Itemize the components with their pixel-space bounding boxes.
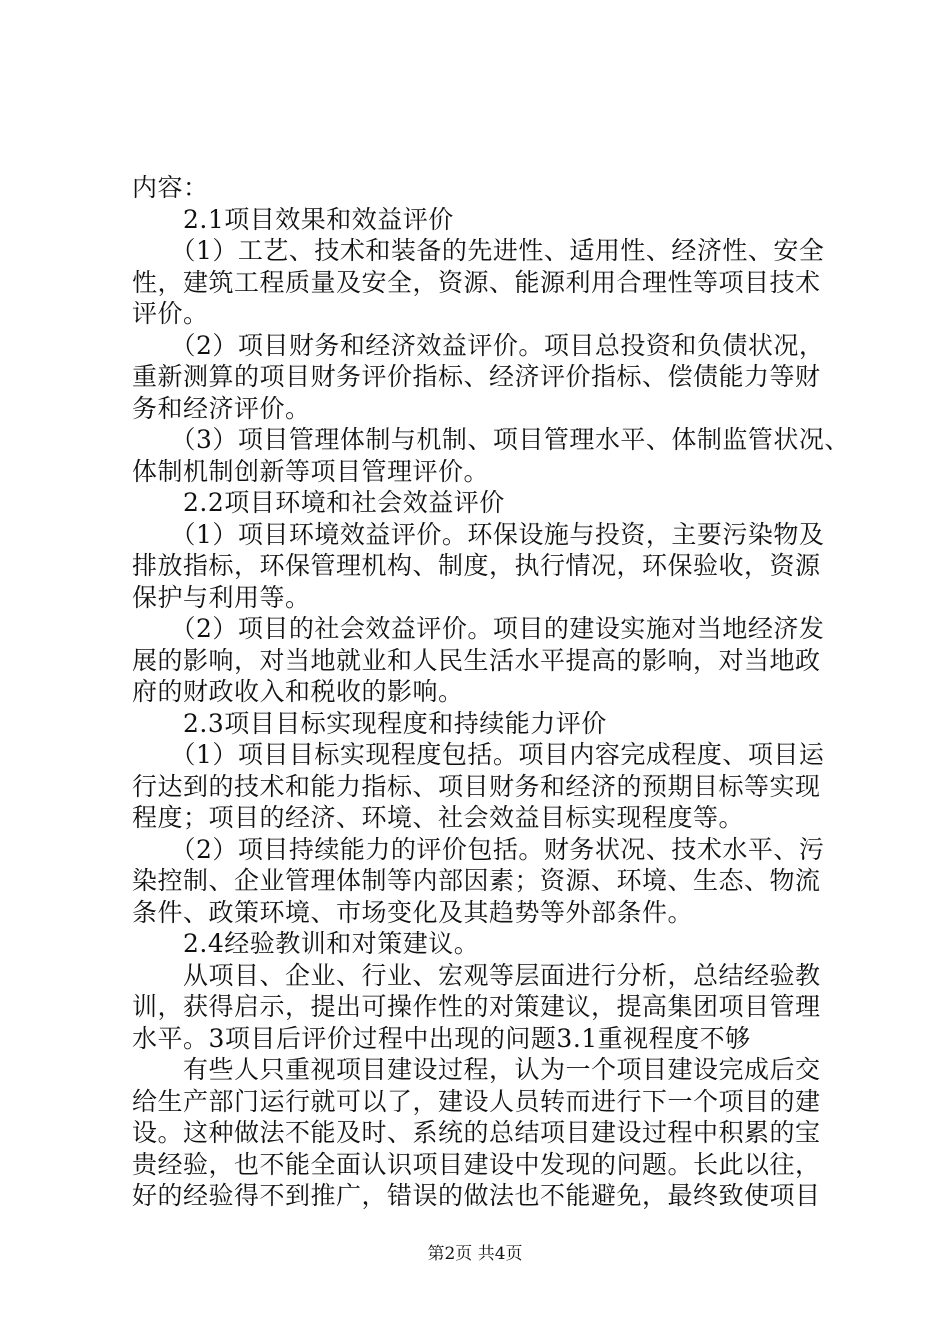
text-line: 程度；项目的经济、环境、社会效益目标实现程度等。 [132,803,745,832]
text-line: 内容： [132,173,209,202]
text-line: （3）项目管理体制与机制、项目管理水平、体制监管状况、 [132,425,850,454]
document-body [132,172,850,1212]
text-line: 务和经济评价。 [132,393,311,423]
text-line: 2.1项目效果和效益评价 [132,204,454,234]
text-line: 给生产部门运行就可以了，建设人员转而进行下一个项目的建 [132,1086,821,1116]
text-line: 重新测算的项目财务评价指标、经济评价指标、偿债能力等财 [132,362,821,391]
text-line: 府的财政收入和税收的影响。 [132,677,464,706]
page-footer: 第2页 共4页 [427,1244,523,1264]
text-line: 体制机制创新等项目管理评价。 [132,456,490,486]
text-line: 展的影响，对当地就业和人民生活水平提高的影响，对当地政 [132,645,821,675]
text-line: 保护与利用等。 [132,582,311,612]
text-line: （1）项目环境效益评价。环保设施与投资，主要污染物及 [132,519,825,549]
text-line: 水平。3项目后评价过程中出现的问题3.1重视程度不够 [132,1023,751,1053]
text-line: （2）项目持续能力的评价包括。财务状况、技术水平、污 [132,834,825,864]
text-line: 设。这种做法不能及时、系统的总结项目建设过程中积累的宝 [132,1118,821,1147]
text-line: 排放指标，环保管理机构、制度，执行情况，环保验收，资源 [132,551,821,580]
text-line: （1）工艺、技术和装备的先进性、适用性、经济性、安全 [132,236,825,265]
text-line: 行达到的技术和能力指标、项目财务和经济的预期目标等实现 [132,771,821,801]
text-line: 有些人只重视项目建设过程，认为一个项目建设完成后交 [132,1055,821,1084]
text-line: 训，获得启示，提出可操作性的对策建议，提高集团项目管理 [132,992,821,1021]
text-line: 染控制、企业管理体制等内部因素；资源、环境、生态、物流 [132,866,821,895]
text-line: （2）项目财务和经济效益评价。项目总投资和负债状况， [132,330,825,360]
text-line: 条件、政策环境、市场变化及其趋势等外部条件。 [132,897,694,927]
text-line: 2.4经验教训和对策建议。 [132,929,480,958]
text-line: （2）项目的社会效益评价。项目的建设实施对当地经济发 [132,614,825,643]
text-line: 2.3项目目标实现程度和持续能力评价 [132,708,607,738]
text-line: 评价。 [132,299,209,328]
text-line: 从项目、企业、行业、宏观等层面进行分析，总结经验教 [132,960,821,990]
text-line: （1）项目目标实现程度包括。项目内容完成程度、项目运 [132,740,825,769]
text-line: 贵经验，也不能全面认识项目建设中发现的问题。长此以往， [132,1149,821,1179]
text-line: 2.2项目环境和社会效益评价 [132,488,505,517]
text-line: 性，建筑工程质量及安全，资源、能源利用合理性等项目技术 [132,267,821,297]
text-line: 好的经验得不到推广，错误的做法也不能避免，最终致使项目 [132,1181,821,1210]
